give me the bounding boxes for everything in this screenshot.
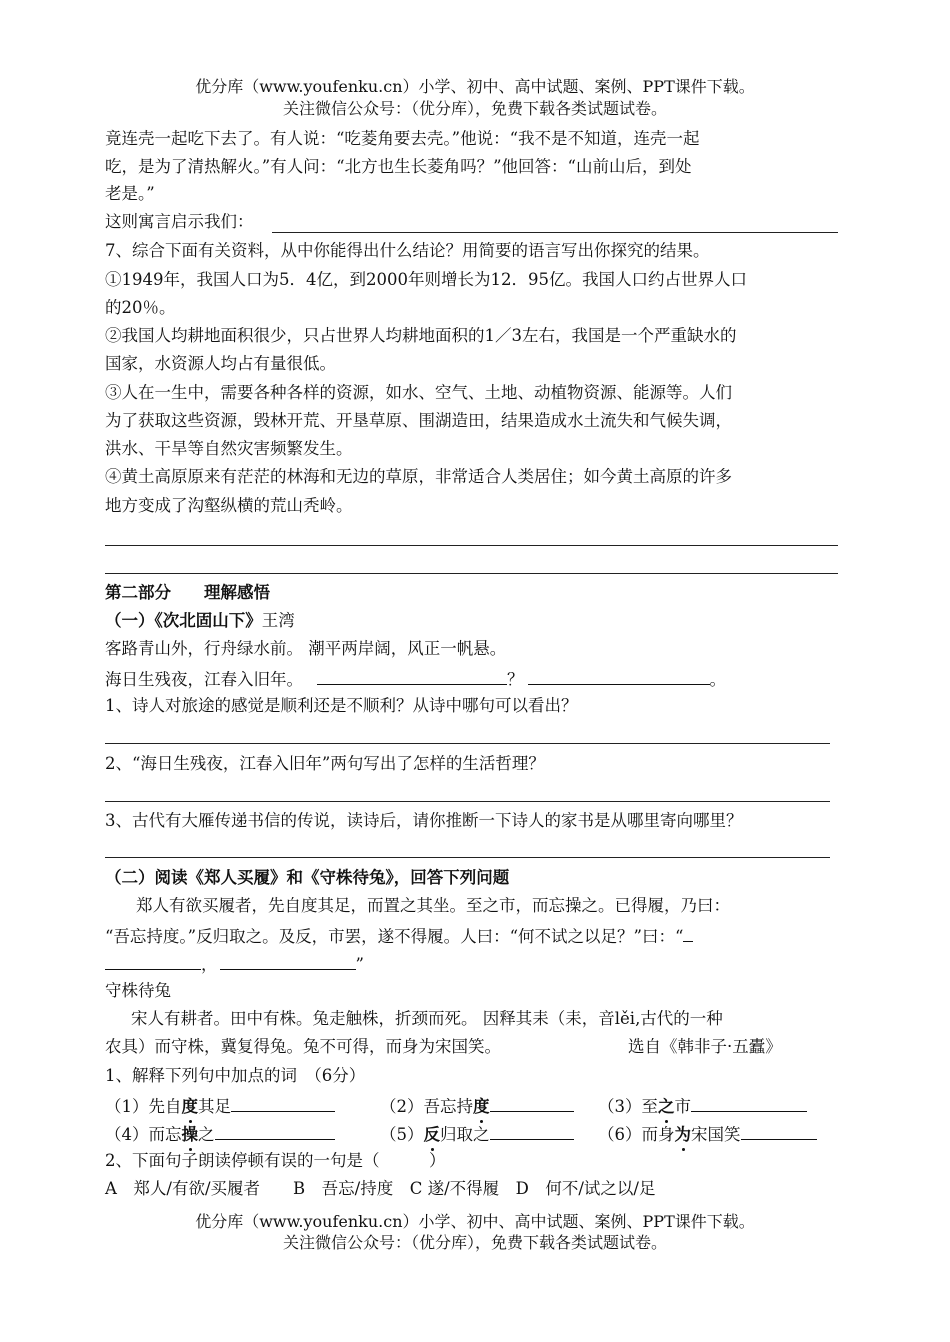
quote-blank-start[interactable] [683,924,693,942]
zheng-passage-line-1: 郑人有欲买履者，先自度其足，而置之其坐。至之市，而忘操之。已得履，乃曰： [136,896,730,915]
rabbit-title: 守株待兔 [105,981,171,1000]
reading-q2: 2、下面句子朗读停顿有误的一句是（ ） [105,1151,446,1170]
poem-author: 王湾 [261,611,295,630]
q7-material-3a: ③人在一生中，需要各种各样的资源，如水、空气、土地、动植物资源、能源等。人们 [105,383,732,402]
q7-material-1b: 的20％。 [105,298,176,317]
poem-q2-answer-line[interactable] [105,801,830,802]
reading-q2-options: A 郑人/有欲/买履者 B 吾忘/持度 C 遂/不得履 D 何不/试之以/足 [105,1179,656,1198]
reading-q1: 1、解释下列句中加点的词 （6分） [105,1066,366,1085]
poem-line-2 [105,667,726,690]
vocab-answer-6[interactable] [741,1122,817,1140]
poem-blank-end-mark: 。 [709,670,726,689]
poem-heading [105,611,295,631]
vocab-item-4: （4）而忘操之 [105,1122,335,1145]
vocab-item-2: （2）吾忘持度 [380,1094,574,1117]
fable-line-2: 吃，是为了清热解火。”有人问：“北方也生长菱角吗？”他回答：“山前山后，到处 [105,157,692,176]
q7-answer-line-1[interactable] [105,545,838,546]
q7-material-2b: 国家，水资源人均占有量很低。 [105,354,336,373]
poem-line-1: 客路青山外，行舟绿水前。 潮平两岸阔，风正一帆悬。 [105,639,507,658]
dotted-word-4: 操 [181,1125,198,1144]
poem-number: （一） [105,611,155,630]
q7-material-1a: ①1949年，我国人口为5．4亿，到2000年则增长为12．95亿。我国人口约占世界人口 [105,270,747,289]
poem-blank-2[interactable] [528,667,710,685]
poem-blank-question-mark: ？ [507,670,524,689]
poem-q3-answer-line[interactable] [105,857,830,858]
dotted-word-5: 反 [423,1125,440,1144]
vocab-answer-3[interactable] [691,1094,807,1112]
moral-answer-line[interactable] [272,232,838,233]
reading-title: （二）阅读《郑人买履》和《守株待兔》，回答下列问题 [105,868,510,887]
header-line-1: 优分库（www.youfenku.cn）小学、初中、高中试题、案例、PPT课件下载。 [195,77,755,96]
zheng-passage-line-2 [105,924,693,947]
q7-material-2a: ②我国人均耕地面积很少，只占世界人均耕地面积的1／3左右，我国是一个严重缺水的 [105,326,737,345]
poem-q1: 1、诗人对旅途的感觉是顺利还是不顺利？从诗中哪句可以看出？ [105,696,578,715]
quote-blank-1[interactable] [105,952,201,970]
dotted-word-1: 度 [181,1097,198,1116]
zheng-passage-line-3 [105,952,364,975]
fable-line-1: 竟连壳一起吃下去了。有人说：“吃菱角要去壳。”他说：“我不是不知道，连壳一起 [105,129,700,148]
q7-material-4b: 地方变成了沟壑纵横的荒山秃岭。 [105,496,353,515]
footer-line-2: 关注微信公众号：（优分库），免费下载各类试题试卷。 [282,1233,667,1252]
quote-blank-2[interactable] [220,952,356,970]
header-line-2: 关注微信公众号：（优分库），免费下载各类试题试卷。 [282,99,667,118]
dotted-word-6: 为 [674,1125,691,1144]
q7-material-3b: 为了获取这些资源，毁林开荒、开垦草原、围湖造田，结果造成水土流失和气候失调， [105,411,732,430]
vocab-answer-5[interactable] [490,1122,574,1140]
fable-line-3: 老是。” [105,184,155,203]
rabbit-passage-line-1: 宋人有耕者。田中有株。兔走触株，折颈而死。 因释其耒（耒，音lěi,古代的一种 [131,1009,723,1028]
rabbit-passage-line-2: 农具）而守株，冀复得兔。兔不可得，而身为宋国笑。 [105,1037,501,1056]
poem-q3: 3、古代有大雁传递书信的传说，读诗后，请你推断一下诗人的家书是从哪里寄向哪里？ [105,811,743,830]
poem-line-2-text: 海日生残夜，江春入旧年。 [105,670,303,689]
fable-moral-prompt: 这则寓言启示我们： [105,212,254,231]
dotted-word-3: 之 [658,1097,675,1116]
q7-material-3c: 洪水、干旱等自然灾害频繁发生。 [105,439,353,458]
part2-title: 第二部分 理解感悟 [105,583,270,602]
vocab-item-5: （5）反归取之 [380,1122,574,1145]
dotted-word-2: 度 [473,1097,490,1116]
vocab-answer-4[interactable] [215,1122,335,1140]
vocab-item-1: （1）先自度其足 [105,1094,335,1117]
quote-close: ” [355,955,364,974]
zheng-passage-line-2-text: “吾忘持度。”反归取之。及反，市罢，遂不得履。人曰：“何不试之以足？”曰：“ [105,927,684,946]
vocab-answer-1[interactable] [231,1094,335,1112]
q7-material-4a: ④黄土高原原来有茫茫的林海和无边的草原，非常适合人类居住；如今黄土高原的许多 [105,467,732,486]
q7-title: 7、综合下面有关资料，从中你能得出什么结论？用简要的语言写出你探究的结果。 [105,241,710,260]
vocab-item-6: （6）而身为宋国笑 [598,1122,817,1145]
vocab-answer-2[interactable] [490,1094,574,1112]
vocab-item-3: （3）至之市 [598,1094,807,1117]
poem-q1-answer-line[interactable] [105,743,830,744]
rabbit-source: 选自《韩非子·五蠹》 [628,1037,782,1056]
poem-title: 《次北固山下》 [154,611,262,630]
poem-q2: 2、“海日生残夜，江春入旧年”两句写出了怎样的生活哲理？ [105,754,545,773]
poem-blank-1[interactable] [317,667,507,685]
quote-comma: ， [201,955,218,974]
footer-line-1: 优分库（www.youfenku.cn）小学、初中、高中试题、案例、PPT课件下载。 [195,1212,755,1231]
q7-answer-line-2[interactable] [105,573,838,574]
